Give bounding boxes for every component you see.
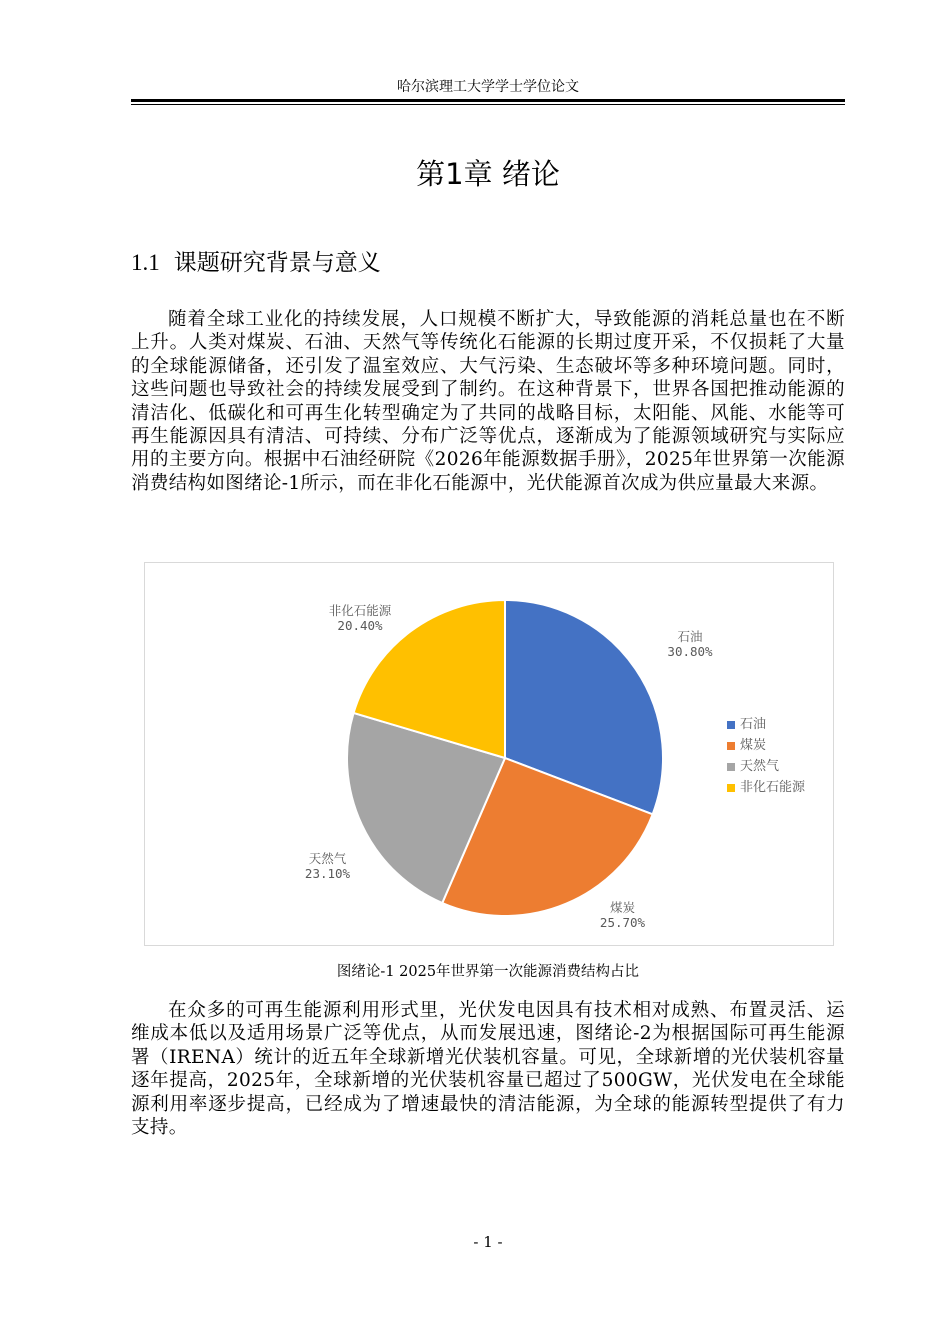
section-number: 1.1 [131, 250, 160, 275]
legend-item [727, 756, 805, 777]
slice-label-2 [290, 851, 365, 881]
header-rule-thick [131, 99, 845, 102]
pie-chart [144, 562, 834, 946]
legend-swatch [727, 742, 735, 750]
paragraph-background: 随着全球工业化的持续发展，人口规模不断扩大，导致能源的消耗总量也在不断上升。人类对煤炭、石油、天然气等传统化石能源的长期过度开采，不仅损耗了大量的全球能源储备，还引发了温室效应、大气污染、生态破坏等多种环境问题。同时，这些问题也导致社会的持续发展受到了制约。在这种背景下，世界各国把推动能源的清洁化、低碳化和可再生化转型确定为了共同的战略目标，太阳能、风能、水能等可再生能源因具有清洁、可持续、分布广泛等优点，逐渐成为了能源领域研究与实际应用的主要方向。根据中石油经研院《2026年能源数据手册》，2025年世界第一次能源消费结构如图绪论-1所示，而在非化石能源中，光伏能源首次成为供应量最大来源。 [131, 309, 845, 494]
slice-label-3-name: 非化石能源 [328, 603, 392, 618]
slice-label-0-name: 石油 [677, 629, 703, 644]
slice-label-3-value: 20.40% [337, 618, 383, 633]
legend-item [727, 735, 805, 756]
header-rule-thin [131, 104, 845, 105]
legend-swatch [727, 763, 735, 771]
legend-label: 天然气 [740, 759, 780, 774]
legend-item [727, 714, 805, 735]
paragraph-photovoltaic: 在众多的可再生能源利用形式里，光伏发电因具有技术相对成熟、布置灵活、运维成本低以及适用场景广泛等优点，从而发展迅速，图绪论-2为根据国际可再生能源署（IRENA）统计的近五年全球新增光伏装机容量。可见，全球新增的光伏装机容量逐年提高，2025年，全球新增的光伏装机容量已超过了500GW，光伏发电在全球能源利用率逐步提高，已经成为了增速最快的清洁能源，为全球的能源转型提供了有力支持。 [131, 1000, 845, 1139]
slice-label-1 [585, 900, 660, 930]
legend-swatch [727, 721, 735, 729]
slice-label-1-name: 煤炭 [609, 900, 635, 915]
section-heading [131, 244, 845, 282]
slice-label-2-value: 23.10% [304, 866, 351, 881]
running-header: 哈尔滨理工大学学士学位论文 [397, 79, 579, 95]
chart-legend [727, 714, 805, 798]
slice-label-2-name: 天然气 [308, 851, 347, 866]
section-title: 课题研究背景与意义 [173, 250, 381, 276]
chapter-title: 第1章 绪论 [416, 157, 560, 191]
legend-label: 非化石能源 [740, 780, 806, 795]
slice-label-1-value: 25.70% [599, 915, 646, 930]
slice-label-0 [655, 629, 725, 659]
slice-label-3 [310, 603, 410, 633]
page-number: - 1 - [473, 1233, 503, 1251]
legend-label: 石油 [740, 717, 767, 732]
slice-label-0-value: 30.80% [667, 644, 713, 659]
legend-item [727, 777, 805, 798]
figure-caption: 图绪论-1 2025年世界第一次能源消费结构占比 [336, 964, 640, 980]
legend-label: 煤炭 [740, 738, 767, 753]
legend-swatch [727, 784, 735, 792]
